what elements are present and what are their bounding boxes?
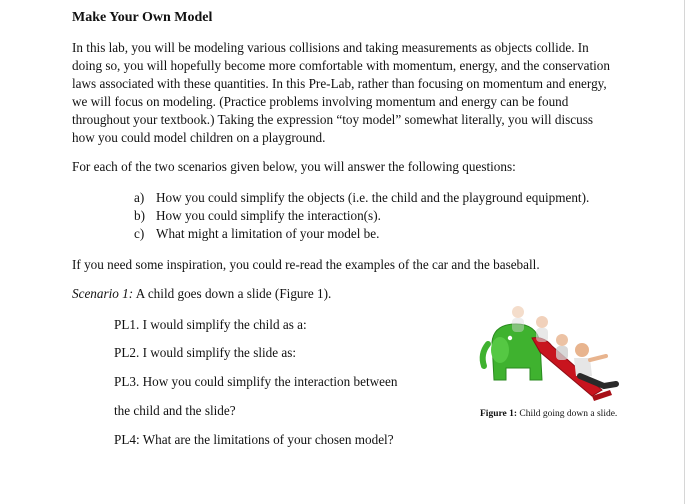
prompt-pl3: PL3. How you could simplify the interaction between xyxy=(114,374,398,389)
child-body-ghost-1 xyxy=(512,318,524,332)
slide-illustration xyxy=(474,298,644,408)
prompt-pl4: PL4: What are the limitations of your chosen model? xyxy=(114,432,394,447)
list-item xyxy=(134,189,589,207)
prompt-pl2: PL2. I would simplify the slide as: xyxy=(114,345,297,360)
child-head xyxy=(575,343,589,357)
list-marker: b) xyxy=(134,208,145,223)
child-body-ghost-2 xyxy=(536,328,548,342)
list-item-text: How you could simplify the interaction(s). xyxy=(156,208,381,223)
list-item-text: How you could simplify the objects (i.e. the child and the playground equipment). xyxy=(156,190,590,205)
elephant-ear xyxy=(491,337,509,363)
slide-chute xyxy=(532,338,602,396)
questions-lead: For each of the two scenarios given below, you will answer the following questions: xyxy=(72,159,516,174)
page-edge-rule xyxy=(684,0,685,504)
prompt-pl3-continued: the child and the slide? xyxy=(114,403,236,418)
child-head-ghost-2 xyxy=(536,316,548,328)
scenario-text: A child goes down a slide (Figure 1). xyxy=(133,286,332,301)
intro-paragraph: In this lab, you will be modeling various collisions and taking measurements as objects collide. In doing so, you will hopefully become more comfortable with momentum, energy, and the conservation laws associated with these quantities. In this Pre-Lab, rather than focusing on momentum and energy, we will focus on modeling. (Practice problems involving momentum and energy can be found throughout your textbook.) Taking the expression “toy model” somewhat literally, you will discuss how you could model children on a playground. xyxy=(72,40,610,145)
child-arm xyxy=(590,356,606,360)
child-body-ghost-3 xyxy=(556,346,568,360)
inspiration-note: If you need some inspiration, you could re-read the examples of the car and the baseball. xyxy=(72,257,540,272)
scenario-label: Scenario 1: xyxy=(72,286,134,301)
prompt-pl1: PL1. I would simplify the child as a: xyxy=(114,317,307,332)
list-marker: a) xyxy=(134,190,145,205)
figure-caption xyxy=(480,409,617,419)
list-item xyxy=(134,225,589,243)
elephant-trunk xyxy=(483,344,488,366)
list-marker: c) xyxy=(134,226,145,241)
list-item xyxy=(134,207,589,225)
elephant-eye xyxy=(508,336,512,340)
section-title: Make Your Own Model xyxy=(72,10,213,25)
question-list xyxy=(134,189,589,243)
list-item-text: What might a limitation of your model be. xyxy=(156,226,380,241)
figure-label: Figure 1: xyxy=(480,409,518,419)
child-head-ghost-1 xyxy=(512,306,524,318)
figure-caption-text: Child going down a slide. xyxy=(517,409,618,419)
child-head-ghost-3 xyxy=(556,334,568,346)
